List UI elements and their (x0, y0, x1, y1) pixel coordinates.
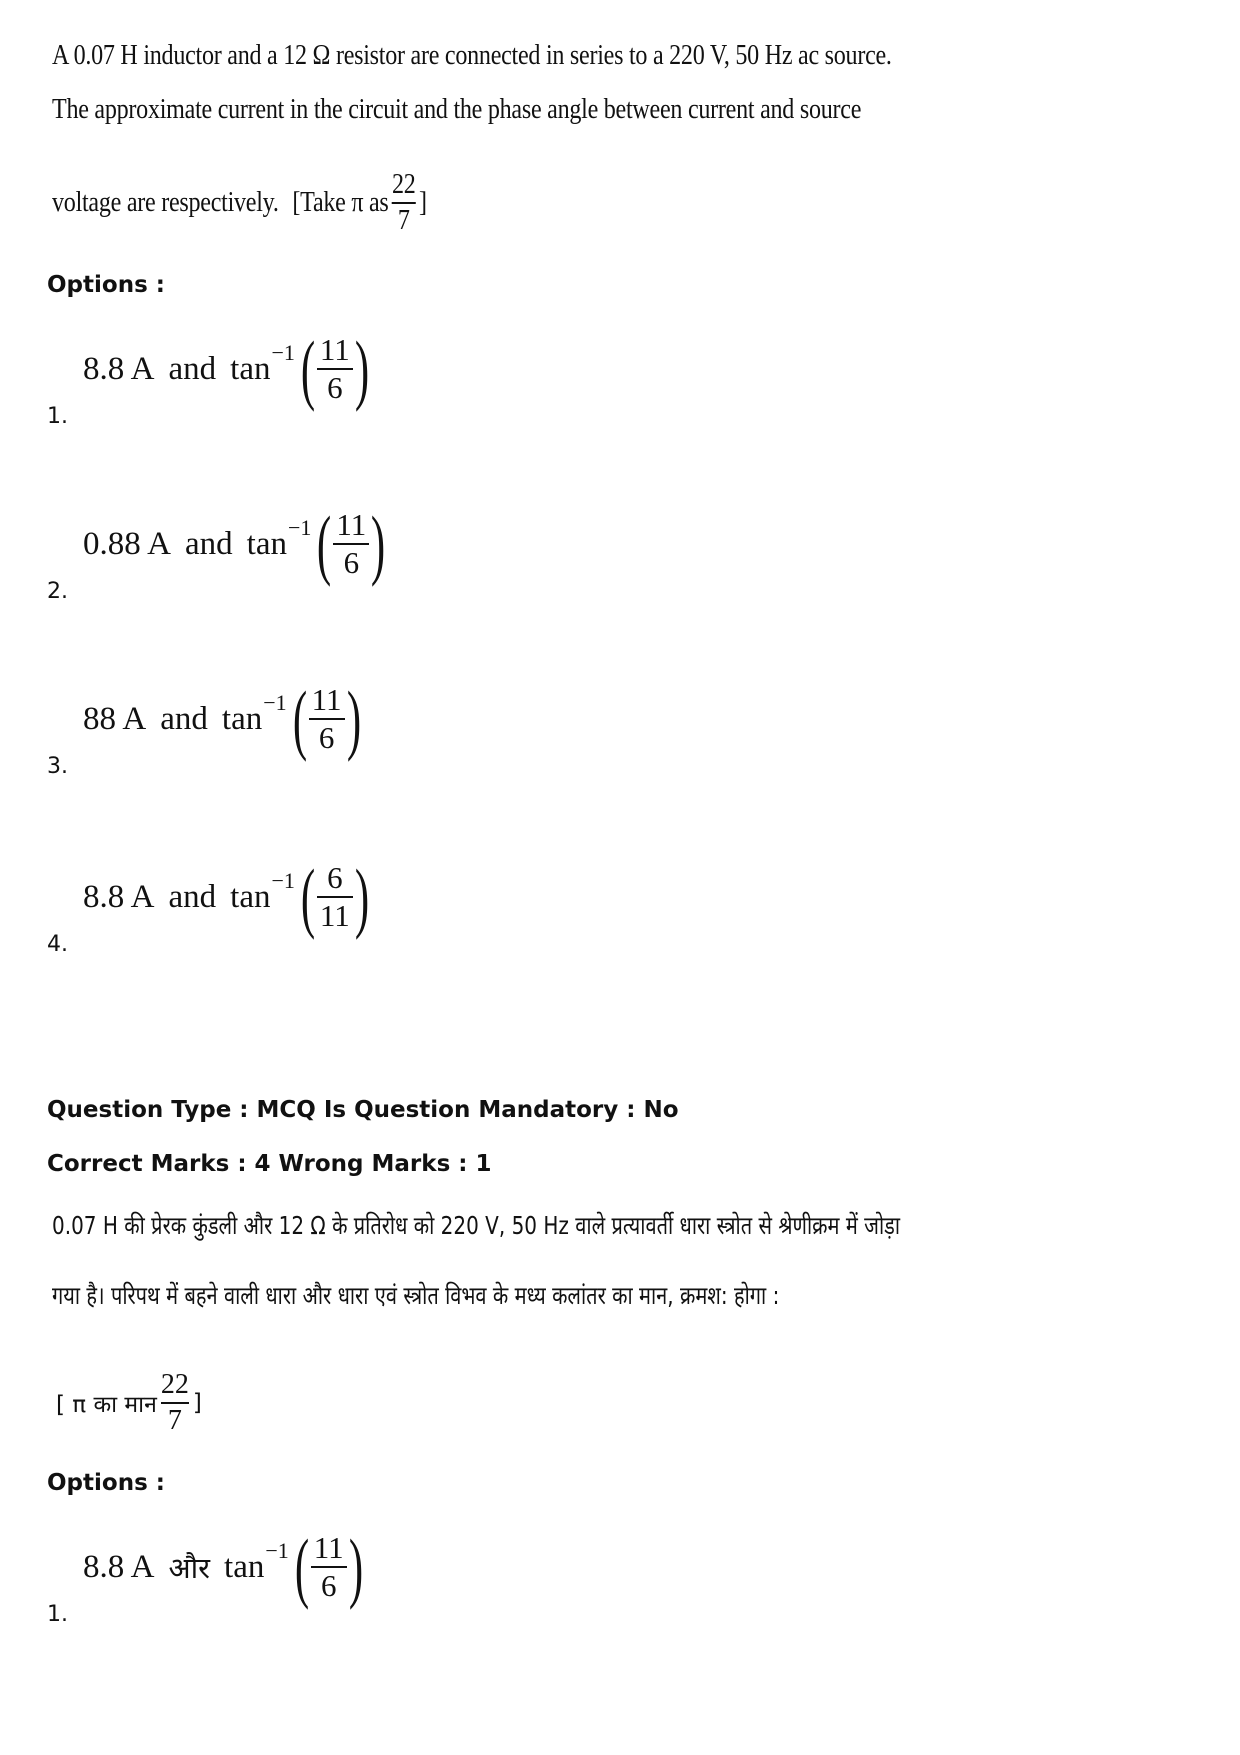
option-function: tan (246, 525, 287, 562)
question-line-3 (52, 168, 427, 237)
left-paren: ( (292, 675, 307, 762)
marks-line: Correct Marks : 4 Wrong Marks : 1 (47, 1151, 492, 1177)
question-line-2: The approximate current in the circuit and the phase angle between current and source (52, 94, 862, 125)
hindi-pi-text: [ π का मान (56, 1391, 157, 1418)
fraction-numerator: 11 (311, 682, 342, 718)
option-4-expression (83, 853, 375, 940)
bracket-close: ] (419, 186, 427, 218)
option-superscript: −1 (271, 868, 295, 893)
option-current: 88 A (83, 700, 147, 737)
fraction-denominator: 6 (343, 545, 360, 580)
option-fraction (317, 332, 353, 405)
option-fraction (317, 860, 353, 933)
option-superscript: −1 (263, 690, 287, 715)
pi-fraction-denominator: 7 (397, 204, 410, 236)
right-paren: ) (348, 1523, 363, 1610)
left-paren: ( (300, 325, 316, 412)
question-line-3-text: voltage are respectively. (52, 186, 279, 218)
option-current: 0.88 A (83, 525, 172, 562)
hindi-option-1-number: 1. (47, 1602, 68, 1627)
pi-fraction (392, 168, 416, 237)
option-and-word: and (185, 525, 233, 562)
option-function: tan (221, 700, 263, 737)
fraction-denominator: 6 (327, 370, 343, 405)
option-and-word: and (168, 350, 217, 387)
hindi-options-label: Options : (47, 1470, 165, 1496)
fraction-denominator: 7 (167, 1404, 182, 1436)
option-4-number: 4. (47, 932, 68, 957)
hindi-question-line-1: 0.07 H की प्रेरक कुंडली और 12 Ω के प्रतिरोध को 220 V, 50 Hz वाले प्रत्यावर्ती धारा स्त्रोत से श्रेणीक्रम में जोड़ा (52, 1211, 901, 1240)
left-paren: ( (317, 500, 332, 587)
option-function: tan (224, 1548, 265, 1585)
hindi-question-line-2: गया है। परिपथ में बहने वाली धारा और धारा एवं स्त्रोत विभव के मध्य कलांतर का मान, क्रमश: होगा : (52, 1281, 780, 1310)
bracket-close: ] (192, 1389, 202, 1416)
fraction-numerator: 22 (160, 1369, 189, 1400)
option-superscript: −1 (288, 515, 312, 540)
option-3-number: 3. (47, 754, 68, 779)
hindi-pi-fraction (161, 1368, 189, 1437)
option-3-expression (83, 675, 367, 762)
option-2-expression (83, 500, 391, 587)
option-1-expression (83, 325, 375, 412)
option-function: tan (230, 350, 271, 387)
pi-fraction-numerator: 22 (391, 169, 416, 200)
hindi-option-1-expression (83, 1523, 369, 1610)
hindi-pi-note (56, 1368, 202, 1437)
option-function: tan (230, 878, 271, 915)
question-type-line: Question Type : MCQ Is Question Mandatory : No (47, 1097, 679, 1123)
options-label: Options : (47, 272, 165, 298)
take-pi-text: [Take π as (292, 186, 389, 218)
option-1-number: 1. (47, 404, 68, 429)
option-current: 8.8 A (83, 1548, 155, 1585)
left-paren: ( (300, 853, 316, 940)
option-and-word: and (168, 878, 217, 915)
option-and-word: और (168, 1550, 211, 1585)
option-fraction (309, 682, 345, 755)
option-current: 8.8 A (83, 350, 155, 387)
fraction-numerator: 11 (319, 332, 350, 368)
question-line-1: A 0.07 H inductor and a 12 Ω resistor are connected in series to a 220 V, 50 Hz ac source. (52, 40, 892, 71)
option-2-number: 2. (47, 579, 68, 604)
fraction-denominator: 11 (319, 898, 350, 933)
fraction-denominator: 6 (318, 720, 335, 755)
right-paren: ) (354, 325, 369, 412)
left-paren: ( (294, 1523, 309, 1610)
option-fraction (333, 507, 369, 580)
fraction-numerator: 11 (313, 1530, 344, 1566)
fraction-numerator: 6 (327, 860, 343, 896)
right-paren: ) (346, 675, 361, 762)
option-fraction (311, 1530, 347, 1603)
option-current: 8.8 A (83, 878, 155, 915)
option-superscript: −1 (271, 340, 295, 365)
right-paren: ) (354, 853, 369, 940)
right-paren: ) (371, 500, 386, 587)
fraction-denominator: 6 (320, 1568, 337, 1603)
option-and-word: and (160, 700, 208, 737)
option-superscript: −1 (265, 1538, 289, 1563)
fraction-numerator: 11 (336, 507, 367, 543)
